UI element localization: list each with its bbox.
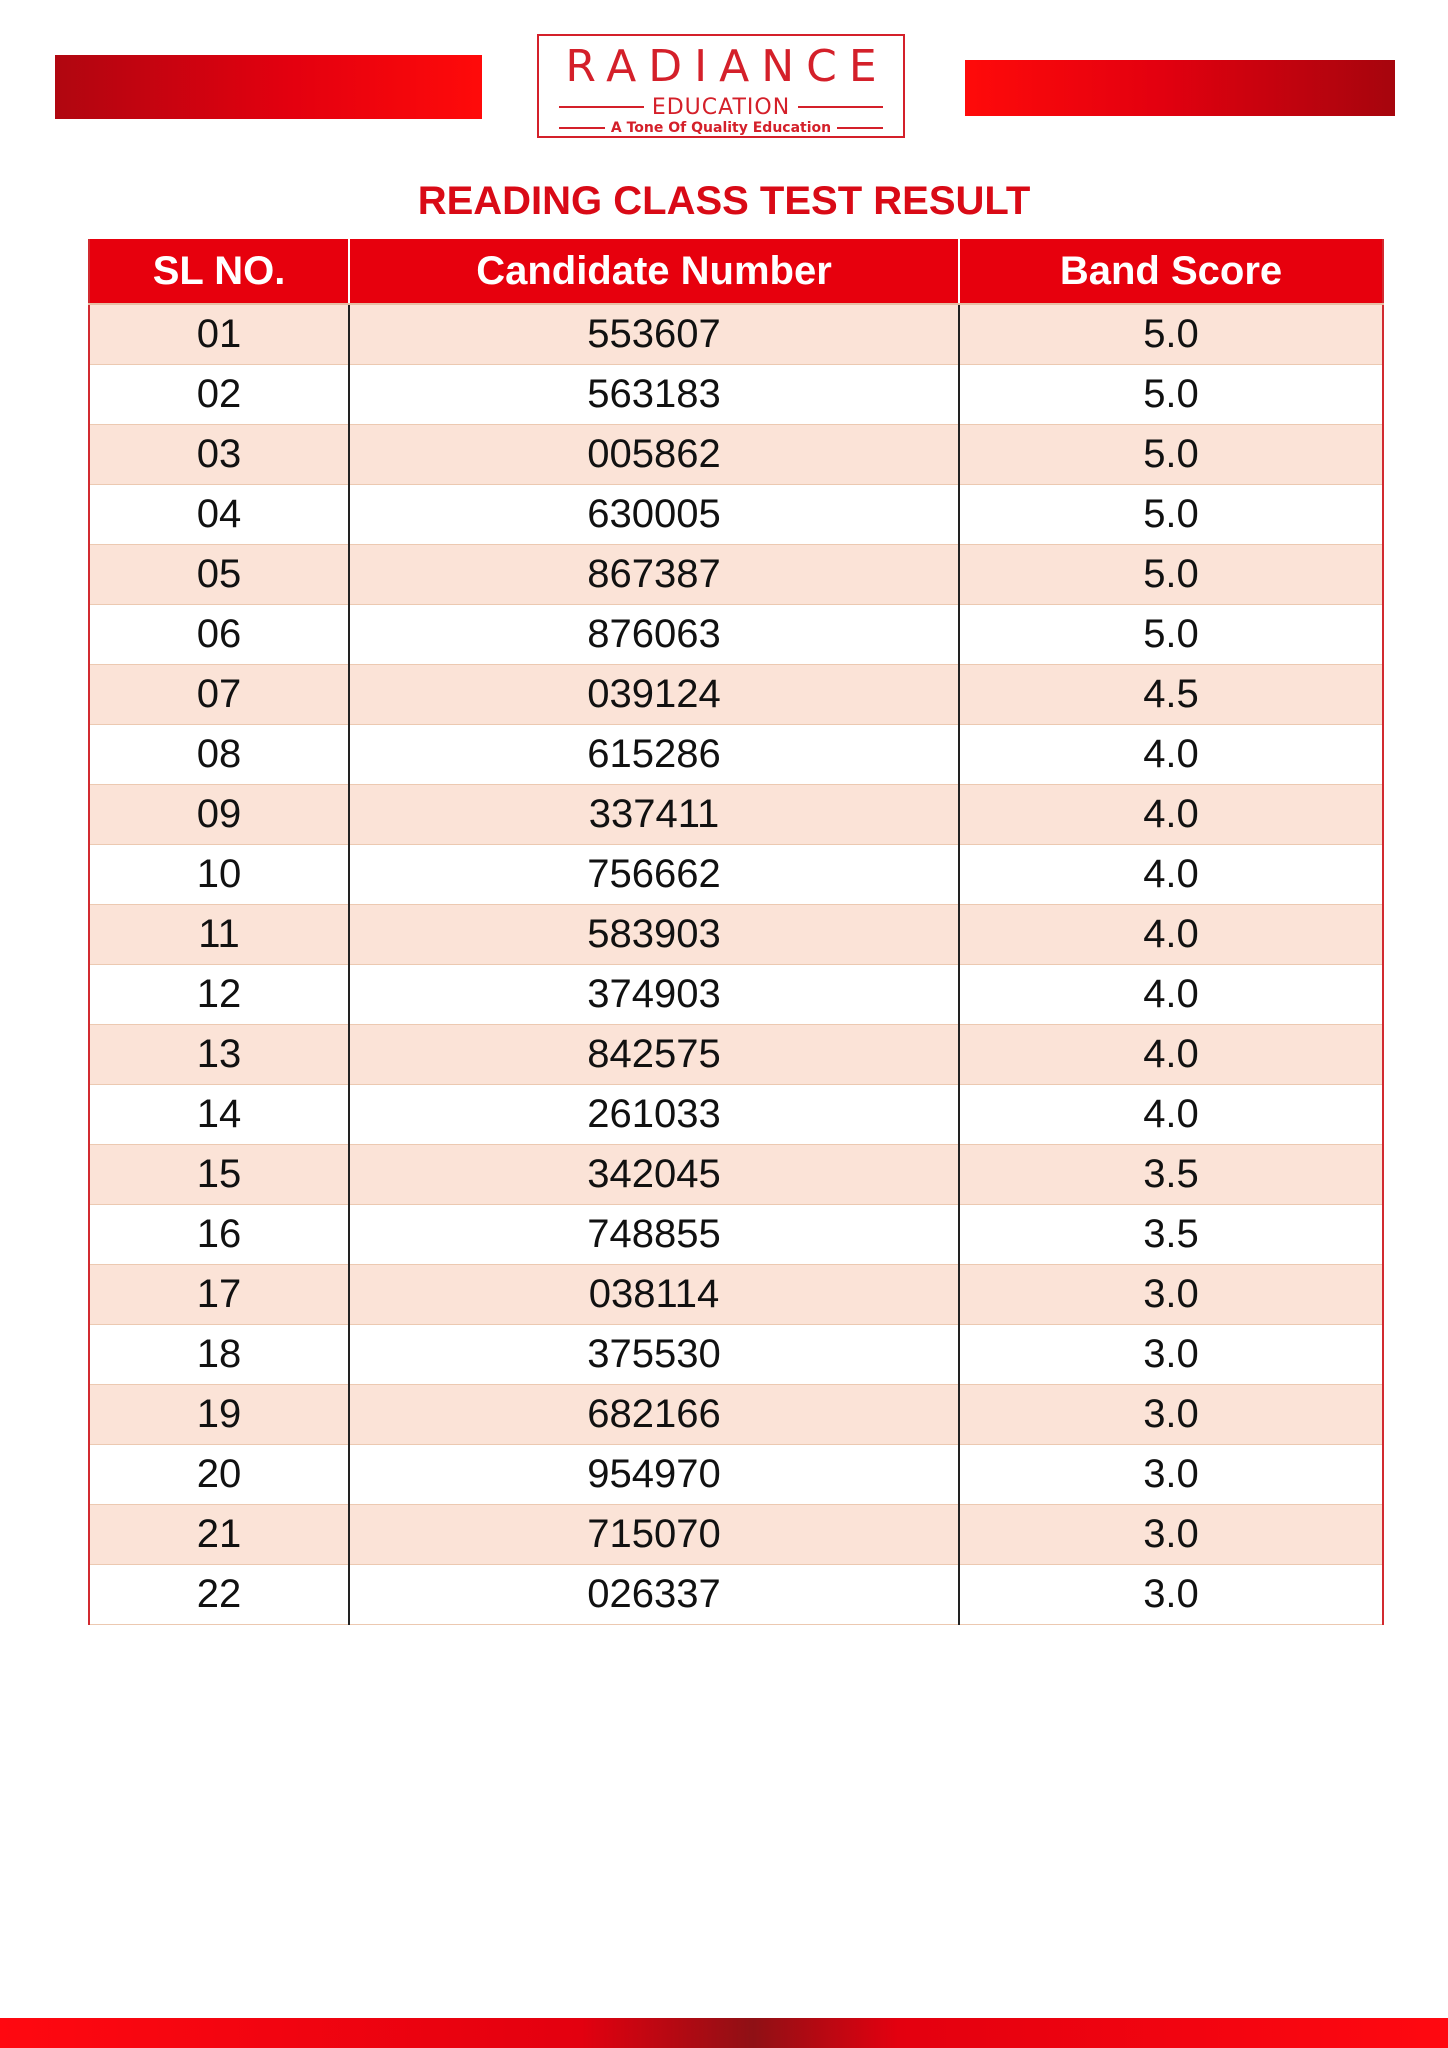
sl-no-cell: 10 [89, 845, 349, 905]
table-row [89, 1265, 1383, 1325]
candidate-number-cell: 026337 [349, 1565, 959, 1625]
candidate-number-cell: 375530 [349, 1325, 959, 1385]
band-score-cell: 3.5 [959, 1205, 1383, 1265]
table-row [89, 725, 1383, 785]
sl-no-cell: 22 [89, 1565, 349, 1625]
table-row [89, 425, 1383, 485]
band-score-cell: 4.0 [959, 905, 1383, 965]
sl-no-cell: 13 [89, 1025, 349, 1085]
logo-tagline-row [559, 120, 883, 136]
candidate-number-cell: 553607 [349, 304, 959, 365]
table-row [89, 485, 1383, 545]
header-decor-bar-left [55, 55, 482, 119]
sl-no-cell: 17 [89, 1265, 349, 1325]
sl-no-cell: 07 [89, 665, 349, 725]
table-row [89, 845, 1383, 905]
band-score-cell: 3.0 [959, 1445, 1383, 1505]
band-score-cell: 3.0 [959, 1565, 1383, 1625]
band-score-cell: 5.0 [959, 304, 1383, 365]
radiance-logo [537, 34, 905, 138]
candidate-number-cell: 954970 [349, 1445, 959, 1505]
sl-no-cell: 20 [89, 1445, 349, 1505]
candidate-number-cell: 005862 [349, 425, 959, 485]
table-row [89, 1505, 1383, 1565]
sl-no-cell: 01 [89, 304, 349, 365]
table-row [89, 1145, 1383, 1205]
results-table-body [89, 304, 1383, 1625]
table-header-row [89, 239, 1383, 304]
band-score-cell: 4.5 [959, 665, 1383, 725]
candidate-number-cell: 038114 [349, 1265, 959, 1325]
band-score-cell: 5.0 [959, 545, 1383, 605]
candidate-number-cell: 615286 [349, 725, 959, 785]
band-score-cell: 5.0 [959, 485, 1383, 545]
sl-no-cell: 19 [89, 1385, 349, 1445]
column-header-band-score: Band Score [959, 239, 1383, 304]
sl-no-cell: 14 [89, 1085, 349, 1145]
header-decor-bar-right [965, 60, 1395, 116]
band-score-cell: 4.0 [959, 725, 1383, 785]
logo-tag-rule-left [559, 127, 605, 129]
band-score-cell: 4.0 [959, 1085, 1383, 1145]
table-row [89, 304, 1383, 365]
candidate-number-cell: 867387 [349, 545, 959, 605]
band-score-cell: 4.0 [959, 965, 1383, 1025]
results-table [88, 239, 1384, 1625]
sl-no-cell: 15 [89, 1145, 349, 1205]
sl-no-cell: 08 [89, 725, 349, 785]
band-score-cell: 3.0 [959, 1505, 1383, 1565]
sl-no-cell: 04 [89, 485, 349, 545]
sl-no-cell: 21 [89, 1505, 349, 1565]
band-score-cell: 4.0 [959, 1025, 1383, 1085]
sl-no-cell: 16 [89, 1205, 349, 1265]
logo-subtitle-row [559, 94, 883, 120]
sl-no-cell: 06 [89, 605, 349, 665]
candidate-number-cell: 876063 [349, 605, 959, 665]
candidate-number-cell: 842575 [349, 1025, 959, 1085]
candidate-number-cell: 374903 [349, 965, 959, 1025]
band-score-cell: 4.0 [959, 785, 1383, 845]
column-header-candidate-number: Candidate Number [349, 239, 959, 304]
footer-decor-bar [0, 2018, 1448, 2048]
logo-subtitle: EDUCATION [651, 94, 791, 120]
band-score-cell: 3.0 [959, 1325, 1383, 1385]
table-row [89, 365, 1383, 425]
candidate-number-cell: 630005 [349, 485, 959, 545]
table-row [89, 785, 1383, 845]
logo-rule-right [798, 106, 883, 108]
page-title: READING CLASS TEST RESULT [417, 179, 1031, 223]
band-score-cell: 5.0 [959, 605, 1383, 665]
table-row [89, 905, 1383, 965]
table-row [89, 1565, 1383, 1625]
candidate-number-cell: 756662 [349, 845, 959, 905]
candidate-number-cell: 563183 [349, 365, 959, 425]
sl-no-cell: 12 [89, 965, 349, 1025]
sl-no-cell: 18 [89, 1325, 349, 1385]
band-score-cell: 3.0 [959, 1385, 1383, 1445]
candidate-number-cell: 337411 [349, 785, 959, 845]
column-header-sl-no: SL NO. [89, 239, 349, 304]
band-score-cell: 3.0 [959, 1265, 1383, 1325]
candidate-number-cell: 261033 [349, 1085, 959, 1145]
table-row [89, 1445, 1383, 1505]
candidate-number-cell: 039124 [349, 665, 959, 725]
sl-no-cell: 02 [89, 365, 349, 425]
sl-no-cell: 03 [89, 425, 349, 485]
table-row [89, 1385, 1383, 1445]
sl-no-cell: 05 [89, 545, 349, 605]
candidate-number-cell: 748855 [349, 1205, 959, 1265]
table-row [89, 545, 1383, 605]
table-row [89, 1025, 1383, 1085]
band-score-cell: 5.0 [959, 365, 1383, 425]
band-score-cell: 3.5 [959, 1145, 1383, 1205]
table-row [89, 1085, 1383, 1145]
candidate-number-cell: 715070 [349, 1505, 959, 1565]
band-score-cell: 4.0 [959, 845, 1383, 905]
table-row [89, 1205, 1383, 1265]
logo-tagline: A Tone Of Quality Education [610, 120, 832, 136]
logo-tag-rule-right [837, 127, 883, 129]
table-row [89, 1325, 1383, 1385]
sl-no-cell: 09 [89, 785, 349, 845]
candidate-number-cell: 583903 [349, 905, 959, 965]
sl-no-cell: 11 [89, 905, 349, 965]
logo-wordmark: RADIANCE [565, 41, 889, 92]
table-row [89, 605, 1383, 665]
candidate-number-cell: 682166 [349, 1385, 959, 1445]
logo-rule-left [559, 106, 644, 108]
table-row [89, 665, 1383, 725]
candidate-number-cell: 342045 [349, 1145, 959, 1205]
band-score-cell: 5.0 [959, 425, 1383, 485]
table-row [89, 965, 1383, 1025]
